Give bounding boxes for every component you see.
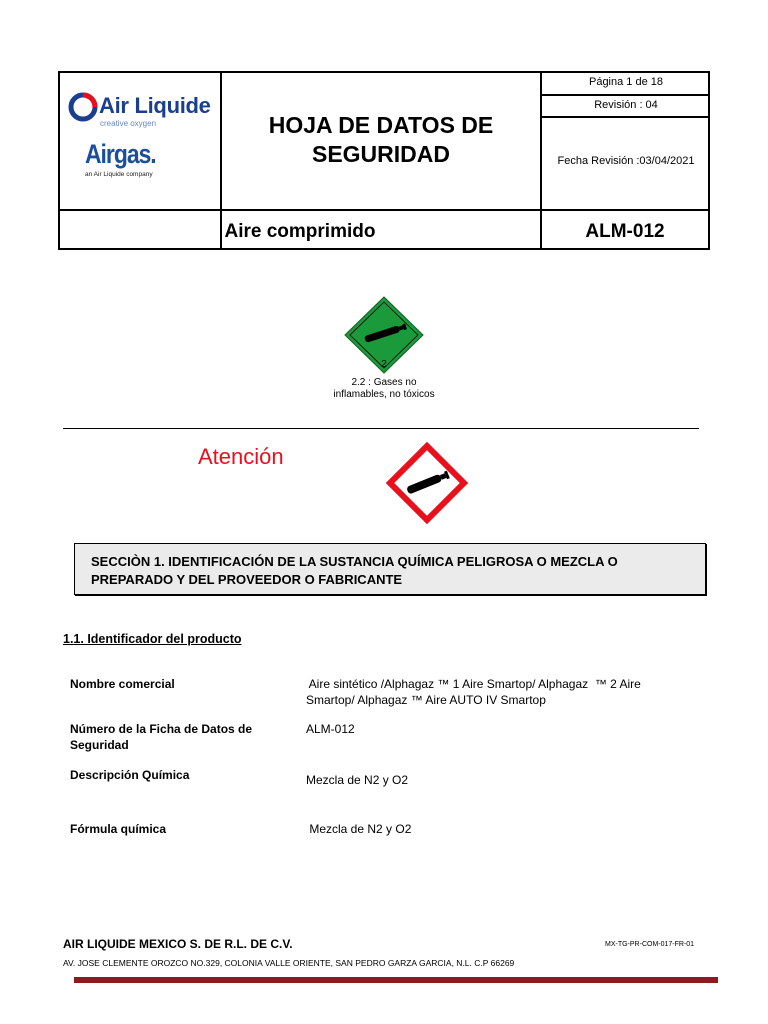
air-liquide-logo-icon xyxy=(68,92,98,122)
field-label-sds-number xyxy=(70,721,280,753)
footer-address: AV. JOSE CLEMENTE OROZCO NO.329, COLONIA VALLE ORIENTE, SAN PEDRO GARZA GARCIA, N.L. C.P 66269 xyxy=(63,958,515,968)
field-value-sds-number: ALM-012 xyxy=(306,722,355,736)
label-line: Número de la Ficha de Datos de xyxy=(70,722,253,736)
footer-company: AIR LIQUIDE MEXICO S. DE R.L. DE C.V. xyxy=(63,937,293,951)
header-table xyxy=(58,71,710,250)
section-heading-line: PREPARADO Y DEL PROVEEDOR O FABRICANTE xyxy=(91,572,403,587)
air-liquide-wordmark: Air Liquide xyxy=(99,93,211,118)
footer-bar xyxy=(74,977,718,983)
revision-date: Fecha Revisión :03/04/2021 xyxy=(557,155,695,167)
subsection-heading: 1.1. Identificador del producto xyxy=(63,632,242,646)
field-value-chemical-formula: Mezcla de N2 y O2 xyxy=(306,822,412,836)
field-label-chemical-description: Descripción Química xyxy=(70,768,190,782)
value-line: Aire sintético /Alphagaz ™ 1 Aire Smartop/ Alphagaz ™ 2 Aire xyxy=(306,677,641,691)
ghs-gas-cylinder-icon xyxy=(386,442,468,524)
section-heading-text xyxy=(91,553,691,589)
divider xyxy=(540,94,708,96)
signal-word: Atención xyxy=(198,444,284,469)
caption-line: inflamables, no tóxicos xyxy=(333,389,435,400)
horizontal-rule xyxy=(63,428,699,429)
divider xyxy=(540,116,708,118)
footer-doc-code: MX-TG-PR-COM-017-FR-01 xyxy=(605,941,695,948)
section-heading-line: SECCIÒN 1. IDENTIFICACIÓN DE LA SUSTANCIA QUÍMICA PELIGROSA O MEZCLA O xyxy=(91,554,618,569)
pictogram-caption xyxy=(322,377,446,401)
label-line: Seguridad xyxy=(70,738,129,752)
product-name: Aire comprimido xyxy=(224,221,376,242)
field-value-trade-name xyxy=(306,676,686,708)
gas-cylinder-diamond-icon xyxy=(322,295,446,375)
document-title xyxy=(222,111,540,169)
caption-line: 2.2 : Gases no xyxy=(351,377,417,388)
title-line: HOJA DE DATOS DE xyxy=(268,112,494,138)
airgas-wordmark: Airgas. xyxy=(85,139,156,169)
value-line: Smartop/ Alphagaz ™ Aire AUTO IV Smartop xyxy=(306,693,546,707)
field-label-trade-name: Nombre comercial xyxy=(70,677,175,691)
air-liquide-logo xyxy=(68,91,220,131)
airgas-logo xyxy=(82,139,202,179)
page-number: Página 1 de 18 xyxy=(588,76,663,88)
class-number: 2 xyxy=(381,359,387,370)
field-label-chemical-formula: Fórmula química xyxy=(70,822,167,836)
divider xyxy=(60,209,708,211)
section-1-heading xyxy=(74,543,706,595)
airgas-tagline: an Air Liquide company xyxy=(85,171,153,178)
air-liquide-tagline: creative oxygen xyxy=(100,119,157,128)
product-code: ALM-012 xyxy=(585,221,665,242)
field-value-chemical-description: Mezcla de N2 y O2 xyxy=(306,773,409,787)
title-line: SEGURIDAD xyxy=(311,141,450,167)
revision-number: Revisión : 04 xyxy=(594,99,658,111)
